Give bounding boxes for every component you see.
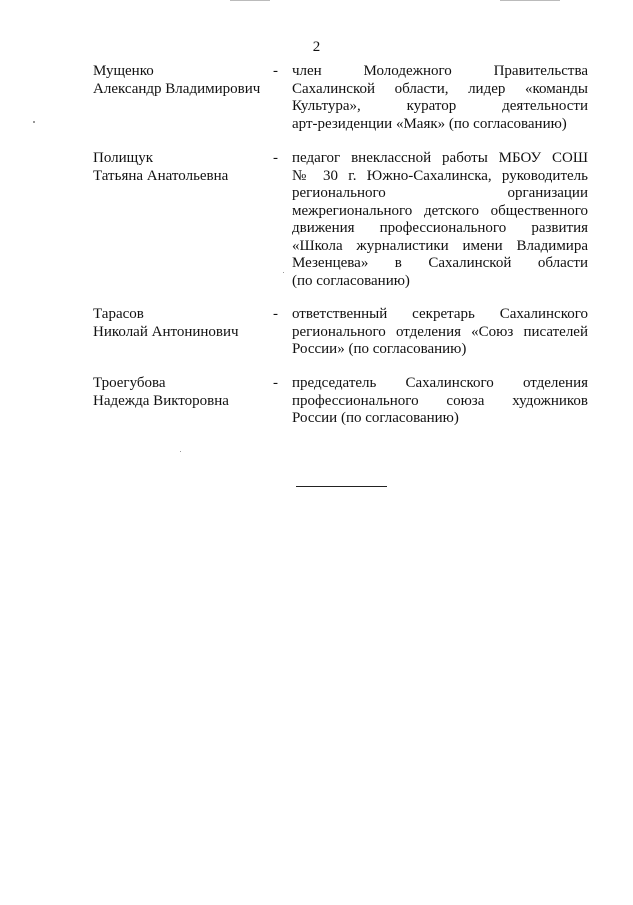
member-description bbox=[292, 150, 588, 290]
dash-separator: - bbox=[273, 150, 278, 166]
description-line: межрегионального детского общественного bbox=[292, 202, 588, 219]
description-line: «Школа журналистики имени Владимира bbox=[292, 237, 588, 254]
member-given-names: Татьяна Анатольевна bbox=[93, 167, 229, 184]
description-line: Сахалинской области, лидер «команды bbox=[292, 80, 588, 97]
dash-separator: - bbox=[273, 306, 278, 322]
scan-speck bbox=[283, 272, 284, 273]
member-surname: Мущенко bbox=[93, 63, 154, 79]
description-line: педагог внеклассной работы МБОУ СОШ bbox=[292, 150, 588, 166]
description-line: Мезенцева» в Сахалинской области bbox=[292, 255, 588, 271]
description-line: России» (по согласованию) bbox=[292, 341, 467, 357]
description-line: профессионального союза художников bbox=[292, 392, 588, 409]
description-line: член Молодежного Правительства bbox=[292, 63, 588, 79]
member-surname: Троегубова bbox=[93, 375, 166, 391]
page-number: 2 bbox=[312, 39, 321, 55]
end-of-list-rule bbox=[296, 486, 387, 487]
description-line: Культура», куратор деятельности bbox=[292, 98, 588, 114]
member-name bbox=[93, 375, 273, 410]
description-line: движения профессионального развития bbox=[292, 220, 588, 236]
scan-artifact bbox=[500, 0, 560, 1]
member-surname: Тарасов bbox=[93, 306, 144, 322]
scan-speck bbox=[33, 121, 35, 123]
member-name bbox=[93, 63, 273, 98]
description-line: регионального организации bbox=[292, 185, 588, 201]
dash-separator: - bbox=[273, 375, 278, 391]
description-line: регионального отделения «Союз писателей bbox=[292, 323, 588, 340]
member-description bbox=[292, 63, 588, 133]
description-line: арт-резиденции «Маяк» (по согласованию) bbox=[292, 115, 567, 132]
scan-artifact bbox=[230, 0, 270, 1]
member-description bbox=[292, 306, 588, 359]
description-line: (по согласованию) bbox=[292, 272, 410, 289]
description-line: № 30 г. Южно-Сахалинска, руководитель bbox=[292, 167, 588, 184]
member-given-names: Николай Антонинович bbox=[93, 323, 239, 340]
description-line: председатель Сахалинского отделения bbox=[292, 375, 588, 391]
member-name bbox=[93, 306, 273, 341]
member-name bbox=[93, 150, 273, 185]
member-given-names: Александр Владимирович bbox=[93, 80, 261, 97]
member-description bbox=[292, 375, 588, 428]
member-surname: Полищук bbox=[93, 150, 153, 166]
scan-speck bbox=[180, 451, 181, 452]
description-line: ответственный секретарь Сахалинского bbox=[292, 306, 588, 322]
description-line: России (по согласованию) bbox=[292, 410, 459, 426]
dash-separator: - bbox=[273, 63, 278, 79]
member-given-names: Надежда Викторовна bbox=[93, 392, 229, 409]
